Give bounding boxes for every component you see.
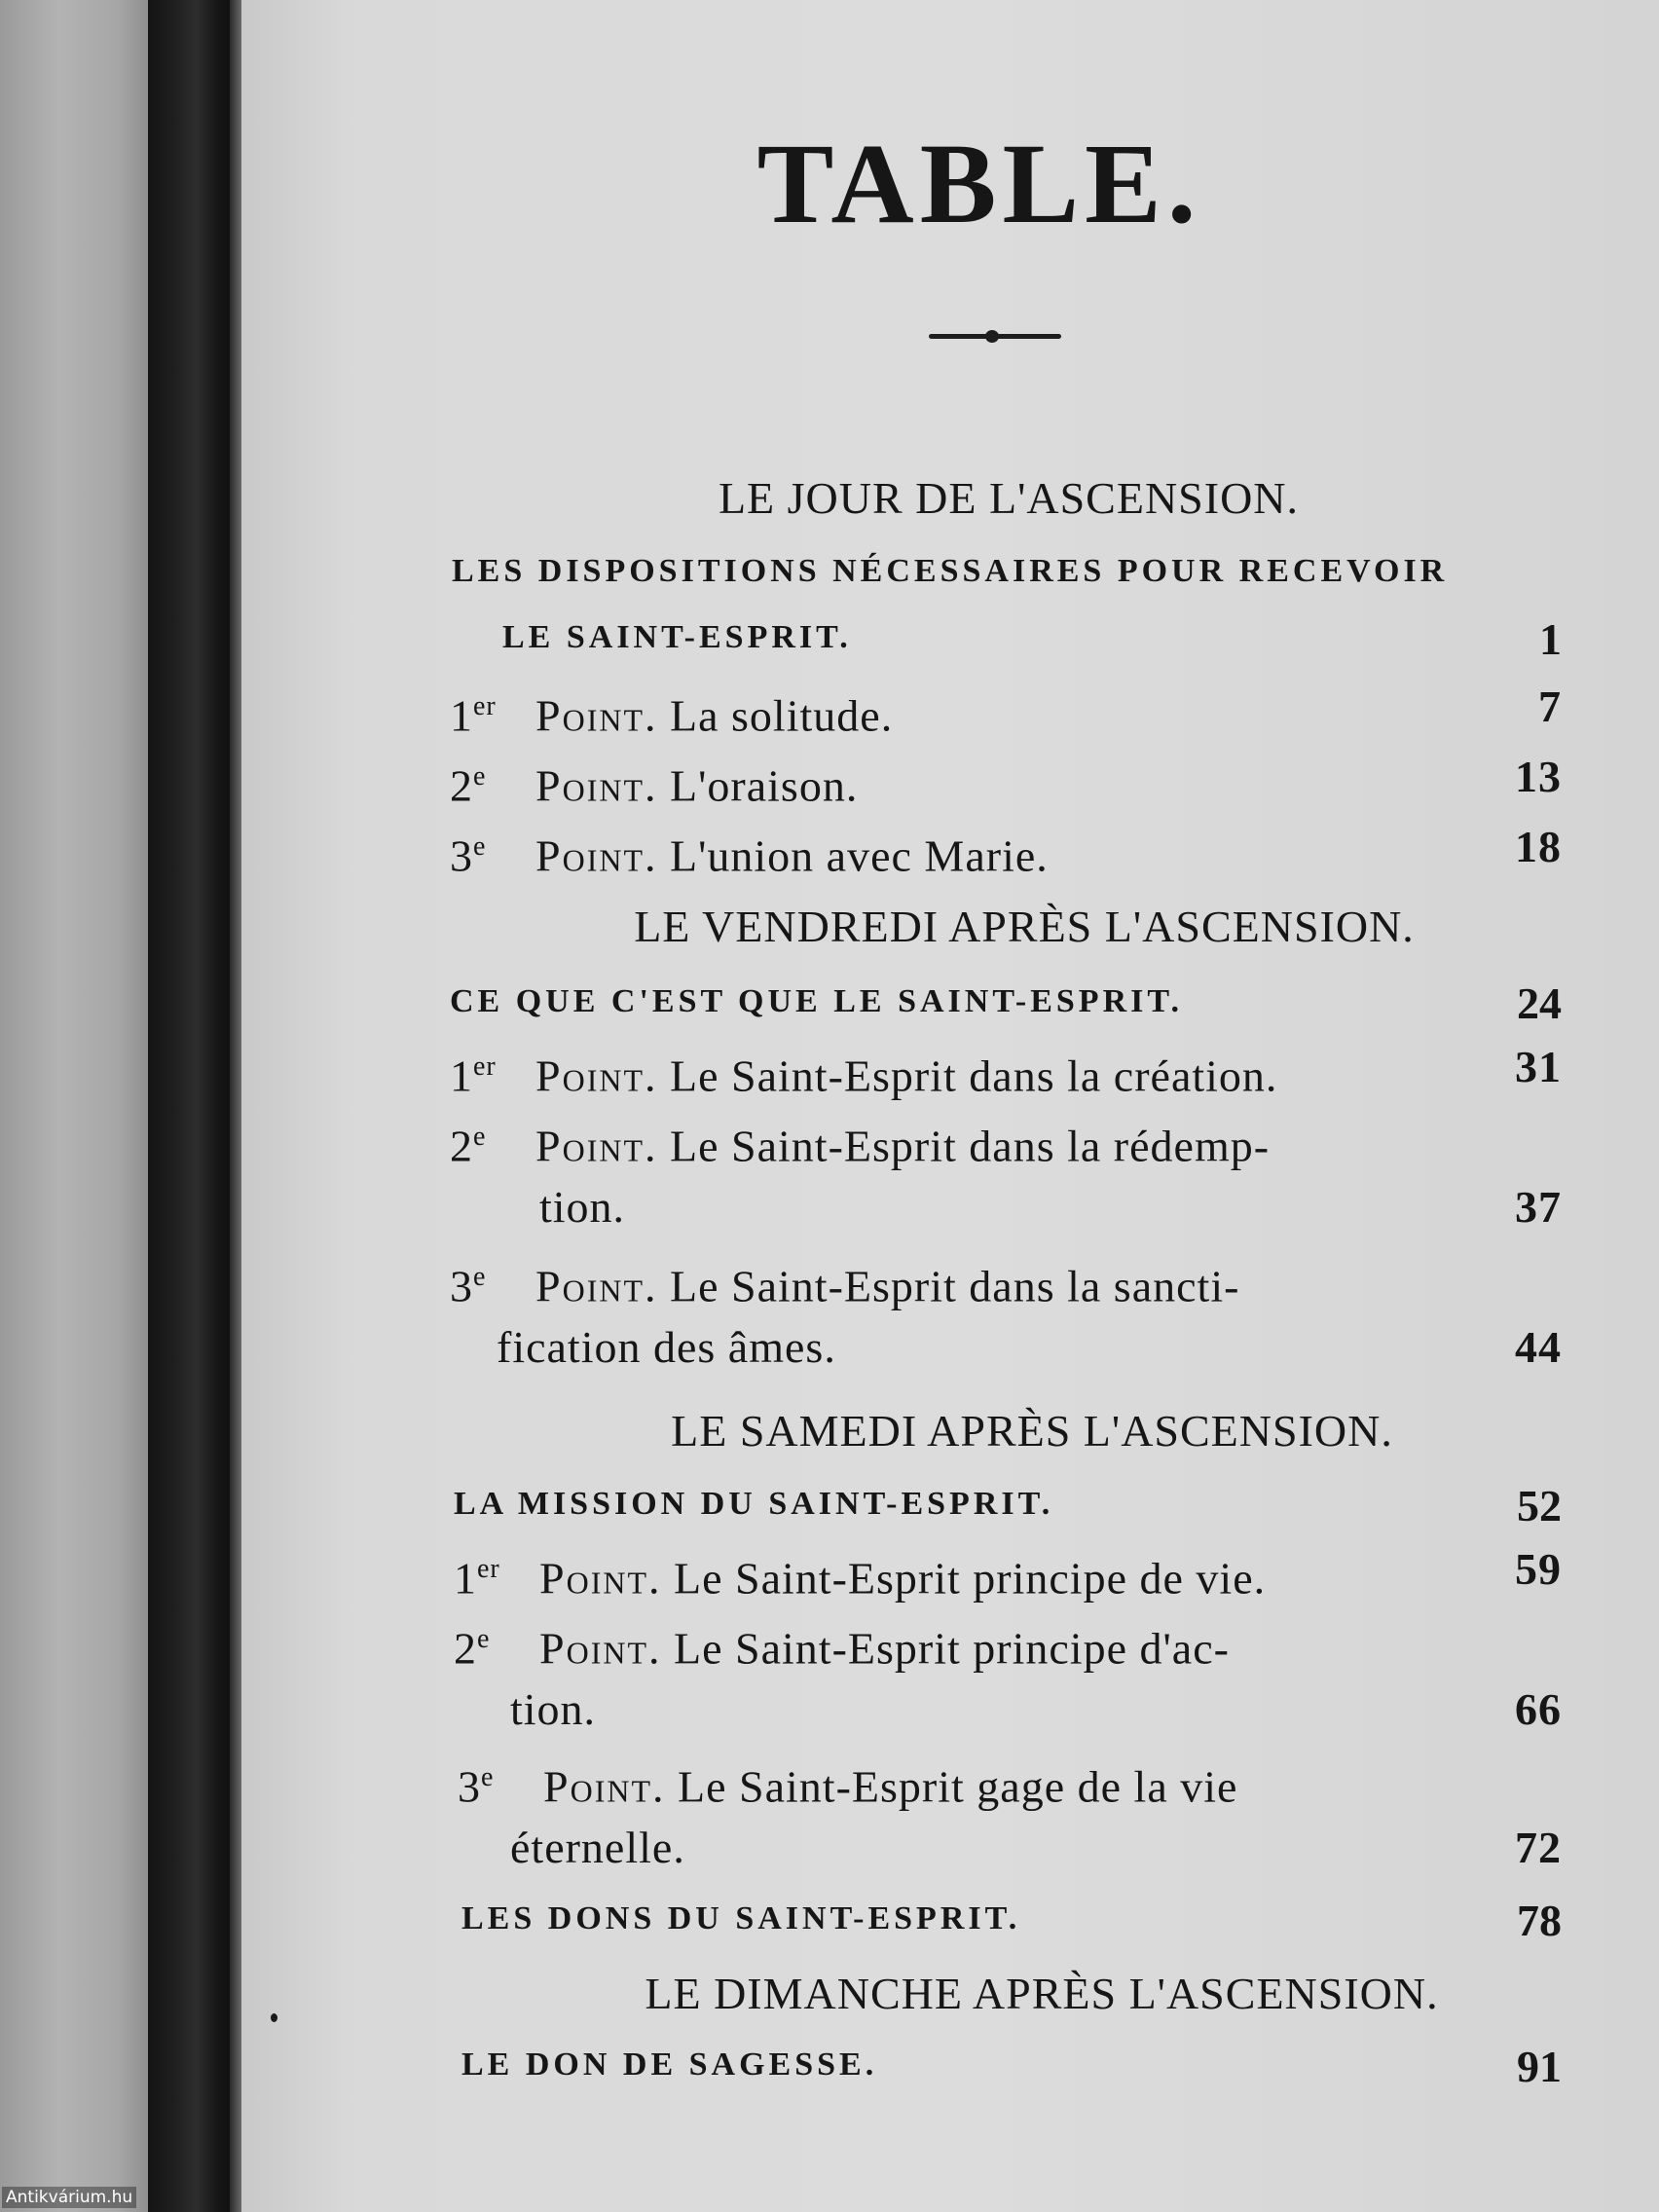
point-label: Point. <box>535 1051 658 1101</box>
point-text-cont: fication des âmes. <box>497 1322 836 1372</box>
point-ordinal: 3e <box>458 1761 495 1812</box>
ink-speck <box>271 2013 277 2022</box>
section-heading: LE SAMEDI APRÈS L'ASCENSION. <box>671 1406 1393 1456</box>
page-number: 44 <box>1515 1322 1562 1372</box>
point-ordinal: 1er <box>450 1051 497 1101</box>
point-ordinal: 2e <box>450 1121 487 1171</box>
point-label: Point. <box>539 1553 662 1604</box>
page-title: TABLE. <box>756 120 1202 247</box>
point-text: Le Saint-Esprit gage de la vie <box>678 1761 1238 1812</box>
section-heading: LE JOUR DE L'ASCENSION. <box>718 473 1300 523</box>
point-text-cont: tion. <box>510 1684 597 1734</box>
point-text: Le Saint-Esprit principe de vie. <box>674 1553 1267 1604</box>
page-number: 18 <box>1515 822 1562 871</box>
toc-entry-title: LES DISPOSITIONS NÉCESSAIRES POUR RECEVOIR <box>452 553 1449 589</box>
point-label: Point. <box>535 1121 658 1171</box>
point-text: La solitude. <box>670 690 894 741</box>
section-heading: LE DIMANCHE APRÈS L'ASCENSION. <box>645 1969 1439 2018</box>
point-label: Point. <box>535 690 658 741</box>
point-text: Le Saint-Esprit principe d'ac- <box>674 1623 1230 1674</box>
point-ordinal: 1er <box>454 1553 500 1604</box>
toc-entry-title: CE QUE C'EST QUE LE SAINT-ESPRIT. <box>450 983 1184 1019</box>
point-label: Point. <box>543 1761 666 1812</box>
page-number: 72 <box>1515 1823 1562 1872</box>
point-label: Point. <box>539 1623 662 1674</box>
point-text: L'oraison. <box>670 760 859 811</box>
page-number: 66 <box>1515 1684 1562 1734</box>
spine-shadow <box>230 0 241 2212</box>
toc-entry-title: LES DONS DU SAINT-ESPRIT. <box>461 1900 1021 1936</box>
point-text: L'union avec Marie. <box>670 830 1049 881</box>
toc-entry-title-cont: LE SAINT-ESPRIT. <box>502 619 852 655</box>
point-ordinal: 2e <box>454 1623 491 1674</box>
page-number: 31 <box>1515 1042 1562 1091</box>
table-of-contents-page <box>241 0 1659 2212</box>
point-ordinal: 2e <box>450 760 487 811</box>
point-text: Le Saint-Esprit dans la sancti- <box>670 1261 1240 1311</box>
toc-entries <box>241 0 1659 2212</box>
section-heading: LE VENDREDI APRÈS L'ASCENSION. <box>634 902 1415 951</box>
page-number: 7 <box>1538 682 1562 731</box>
facing-page-edge <box>0 0 148 2212</box>
book-spine <box>148 0 236 2212</box>
toc-entry-title: LA MISSION DU SAINT-ESPRIT. <box>454 1486 1054 1522</box>
point-ordinal: 1er <box>450 690 497 741</box>
page-number: 91 <box>1517 2042 1562 2091</box>
page-number: 1 <box>1539 614 1562 664</box>
point-text: Le Saint-Esprit dans la rédemp- <box>670 1121 1271 1171</box>
point-label: Point. <box>535 830 658 881</box>
point-text-cont: tion. <box>539 1182 626 1232</box>
point-label: Point. <box>535 1261 658 1311</box>
point-label: Point. <box>535 760 658 811</box>
toc-entry-title: LE DON DE SAGESSE. <box>461 2046 878 2083</box>
page-number: 13 <box>1515 752 1562 801</box>
point-text: Le Saint-Esprit dans la création. <box>670 1051 1278 1101</box>
point-ordinal: 3e <box>450 1261 487 1311</box>
page-number: 52 <box>1517 1481 1562 1530</box>
page-number: 24 <box>1517 978 1562 1028</box>
point-ordinal: 3e <box>450 830 487 881</box>
page-number: 59 <box>1515 1544 1562 1594</box>
page-number: 37 <box>1515 1182 1562 1232</box>
page-number: 78 <box>1517 1896 1562 1945</box>
point-text-cont: éternelle. <box>510 1823 685 1872</box>
watermark: Antikvárium.hu <box>2 2187 136 2208</box>
